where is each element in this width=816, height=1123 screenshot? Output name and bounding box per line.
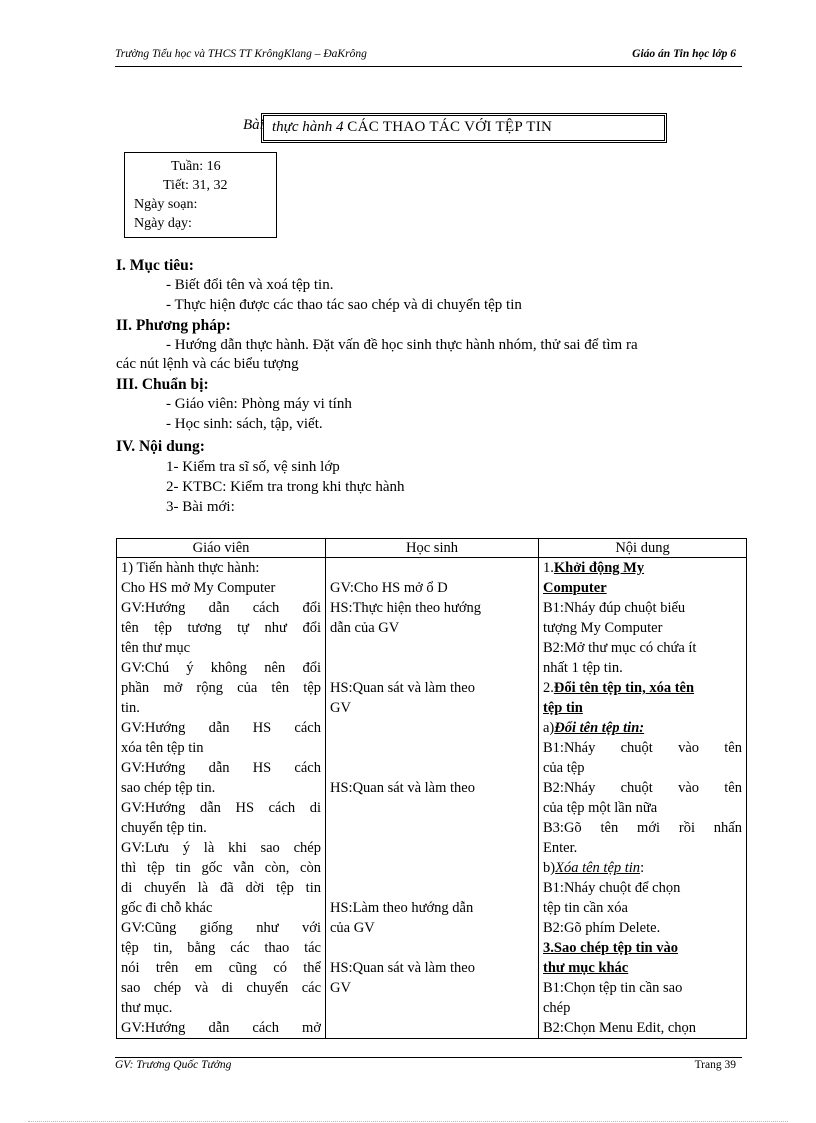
section-preparation: III. Chuẩn bị: bbox=[116, 376, 209, 393]
content-line bbox=[543, 578, 742, 598]
content-line: tệp tin cần xóa bbox=[543, 900, 628, 916]
period: Tiết: 31, 32 bbox=[163, 178, 228, 193]
content-line bbox=[543, 938, 742, 958]
table-row bbox=[117, 558, 747, 1039]
teacher-line: di chuyển là đã dời tệp tin bbox=[121, 880, 321, 896]
student-line bbox=[330, 818, 534, 838]
teacher-line: GV:Hướng dẫn cách mở bbox=[121, 1020, 321, 1036]
teacher-line: phần mở rộng của tên tệp bbox=[121, 680, 321, 696]
student-line bbox=[330, 798, 534, 818]
student-line: HS:Quan sát và làm theo bbox=[330, 780, 475, 796]
teacher-line: tên tệp tương tự như đổi bbox=[121, 620, 321, 636]
section-content: IV. Nội dung: bbox=[116, 438, 205, 455]
week: Tuần: 16 bbox=[171, 159, 221, 174]
teach-date: Ngày dạy: bbox=[134, 216, 192, 231]
teacher-line: 1) Tiến hành thực hành: bbox=[121, 560, 260, 576]
student-line: HS:Quan sát và làm theo bbox=[330, 960, 475, 976]
header-subject: Giáo án Tin học lớp 6 bbox=[632, 48, 736, 60]
student-line bbox=[330, 838, 534, 858]
section-objectives: I. Mục tiêu: bbox=[116, 257, 194, 274]
content-line: của tệp một lần nữa bbox=[543, 800, 658, 816]
student-line bbox=[330, 878, 534, 898]
content-heading: 3.Sao chép tệp tin vào bbox=[543, 940, 678, 956]
content-line: của tệp bbox=[543, 760, 585, 776]
content-line: B1:Nháy chuột vào tên bbox=[543, 740, 742, 756]
content-heading: tệp tin bbox=[543, 700, 583, 716]
teacher-line: GV:Hướng dẫn HS cách bbox=[121, 720, 321, 736]
title-name: CÁC THAO TÁC VỚI TỆP TIN bbox=[347, 119, 553, 135]
student-line bbox=[330, 938, 534, 958]
header-rule bbox=[115, 66, 742, 67]
teacher-line: chuyển tệp tin. bbox=[121, 820, 207, 836]
content-subheading: Xóa tên tệp tin bbox=[555, 860, 641, 876]
prep-date: Ngày soạn: bbox=[134, 197, 198, 212]
header-content: Nội dung bbox=[539, 539, 747, 558]
student-line: GV bbox=[330, 980, 351, 996]
teacher-line: sao chép tệp tin. bbox=[121, 780, 216, 796]
student-line bbox=[330, 558, 534, 578]
footer-rule bbox=[115, 1057, 742, 1058]
content-subheading: Đổi tên tệp tin: bbox=[554, 720, 645, 736]
preparation-line: - Học sinh: sách, tập, viết. bbox=[166, 416, 323, 432]
method-line: - Hướng dẫn thực hành. Đặt vấn đề học sinh thực hành nhóm, thử sai để tìm ra bbox=[166, 337, 638, 353]
lesson-plan-table bbox=[116, 538, 747, 1039]
content-line: B1:Nháy đúp chuột biểu bbox=[543, 600, 686, 616]
teacher-line: thì tệp tin gốc vẫn còn, còn bbox=[121, 860, 321, 876]
content-line bbox=[543, 698, 742, 718]
title-prefix: Bài bbox=[243, 117, 264, 133]
content-heading: Computer bbox=[543, 580, 607, 596]
schedule-box bbox=[124, 152, 277, 238]
teacher-line: GV:Lưu ý là khi sao chép bbox=[121, 840, 321, 856]
content-line: B2:Nháy chuột vào tên bbox=[543, 780, 742, 796]
student-line bbox=[330, 858, 534, 878]
teacher-column bbox=[117, 558, 326, 1039]
teacher-line: nói trên em cũng có thể bbox=[121, 960, 321, 976]
content-line: B3:Gõ tên mới rồi nhấn bbox=[543, 820, 742, 836]
footer-teacher: GV: Trương Quốc Tưởng bbox=[115, 1059, 232, 1071]
student-line bbox=[330, 658, 534, 678]
content-line: 2- KTBC: Kiểm tra trong khi thực hành bbox=[166, 479, 405, 495]
teacher-line: tệp tin, bằng các thao tác bbox=[121, 940, 321, 956]
student-line bbox=[330, 998, 534, 1018]
teacher-line: GV:Hướng dẫn cách đổi bbox=[121, 600, 321, 616]
content-line: nhất 1 tệp tin. bbox=[543, 660, 623, 676]
header-school: Trường Tiểu học và THCS TT KrôngKlang – ĐaKrông bbox=[115, 48, 367, 60]
teacher-line: tin. bbox=[121, 700, 140, 716]
content-line: B2:Gõ phím Delete. bbox=[543, 920, 661, 936]
content-line: B1:Nháy chuột để chọn bbox=[543, 880, 681, 896]
objective-line: - Biết đổi tên và xoá tệp tin. bbox=[166, 277, 334, 293]
title-box bbox=[261, 113, 667, 143]
content-line: chép bbox=[543, 1000, 571, 1016]
table-header-row bbox=[117, 539, 747, 558]
content-line: Enter. bbox=[543, 840, 578, 856]
content-line: B1:Chọn tệp tin cần sao bbox=[543, 980, 683, 996]
student-line bbox=[330, 638, 534, 658]
title-lesson: thực hành 4 bbox=[272, 119, 344, 135]
student-line: dẫn của GV bbox=[330, 620, 400, 636]
content-line bbox=[543, 958, 742, 978]
student-column bbox=[326, 558, 539, 1039]
teacher-line: gốc đi chỗ khác bbox=[121, 900, 213, 916]
student-line: của GV bbox=[330, 920, 375, 936]
student-line: HS:Quan sát và làm theo bbox=[330, 680, 475, 696]
method-line: các nút lệnh và các biểu tượng bbox=[116, 356, 299, 372]
teacher-line: GV:Chú ý không nên đổi bbox=[121, 660, 321, 676]
content-line: a)Đổi tên tệp tin: bbox=[543, 720, 645, 736]
content-line: 2.Đổi tên tệp tin, xóa tên bbox=[543, 680, 695, 696]
student-line bbox=[330, 718, 534, 738]
student-line bbox=[330, 738, 534, 758]
teacher-line: thư mục. bbox=[121, 1000, 173, 1016]
content-heading: thư mục khác bbox=[543, 960, 629, 976]
student-line: GV bbox=[330, 700, 351, 716]
teacher-line: Cho HS mở My Computer bbox=[121, 580, 276, 596]
content-column bbox=[539, 558, 747, 1039]
content-line: b)Xóa tên tệp tin: bbox=[543, 860, 645, 876]
student-line: GV:Cho HS mở ổ D bbox=[330, 580, 448, 596]
content-line: 1.Khởi động My bbox=[543, 560, 645, 576]
teacher-line: tên thư mục bbox=[121, 640, 191, 656]
student-line: HS:Làm theo hướng dẫn bbox=[330, 900, 474, 916]
content-heading: Đổi tên tệp tin, xóa tên bbox=[553, 680, 695, 696]
content-heading: Khởi động My bbox=[553, 560, 645, 576]
teacher-line: GV:Hướng dẫn HS cách bbox=[121, 760, 321, 776]
header-teacher: Giáo viên bbox=[117, 539, 326, 558]
lesson-title bbox=[243, 113, 663, 139]
teacher-line: GV:Cũng giống như với bbox=[121, 920, 321, 936]
preparation-line: - Giáo viên: Phòng máy vi tính bbox=[166, 396, 352, 412]
content-line: 3- Bài mới: bbox=[166, 499, 235, 515]
content-line: tượng My Computer bbox=[543, 620, 663, 636]
teacher-line: xóa tên tệp tin bbox=[121, 740, 204, 756]
page-edge-divider bbox=[28, 1121, 788, 1122]
content-line: B2:Mở thư mục có chứa ít bbox=[543, 640, 697, 656]
content-line: 1- Kiểm tra sĩ số, vệ sinh lớp bbox=[166, 459, 340, 475]
section-method: II. Phương pháp: bbox=[116, 317, 231, 334]
objective-line: - Thực hiện được các thao tác sao chép và di chuyển tệp tin bbox=[166, 297, 522, 313]
teacher-line: sao chép và di chuyển các bbox=[121, 980, 321, 996]
student-line: HS:Thực hiện theo hướng bbox=[330, 600, 482, 616]
header-student: Học sinh bbox=[326, 539, 539, 558]
page-number: Trang 39 bbox=[694, 1059, 736, 1071]
content-line: B2:Chọn Menu Edit, chọn bbox=[543, 1020, 697, 1036]
teacher-line: GV:Hướng dẫn HS cách di bbox=[121, 800, 321, 816]
student-line bbox=[330, 1018, 534, 1038]
page-header bbox=[115, 48, 742, 64]
student-line bbox=[330, 758, 534, 778]
